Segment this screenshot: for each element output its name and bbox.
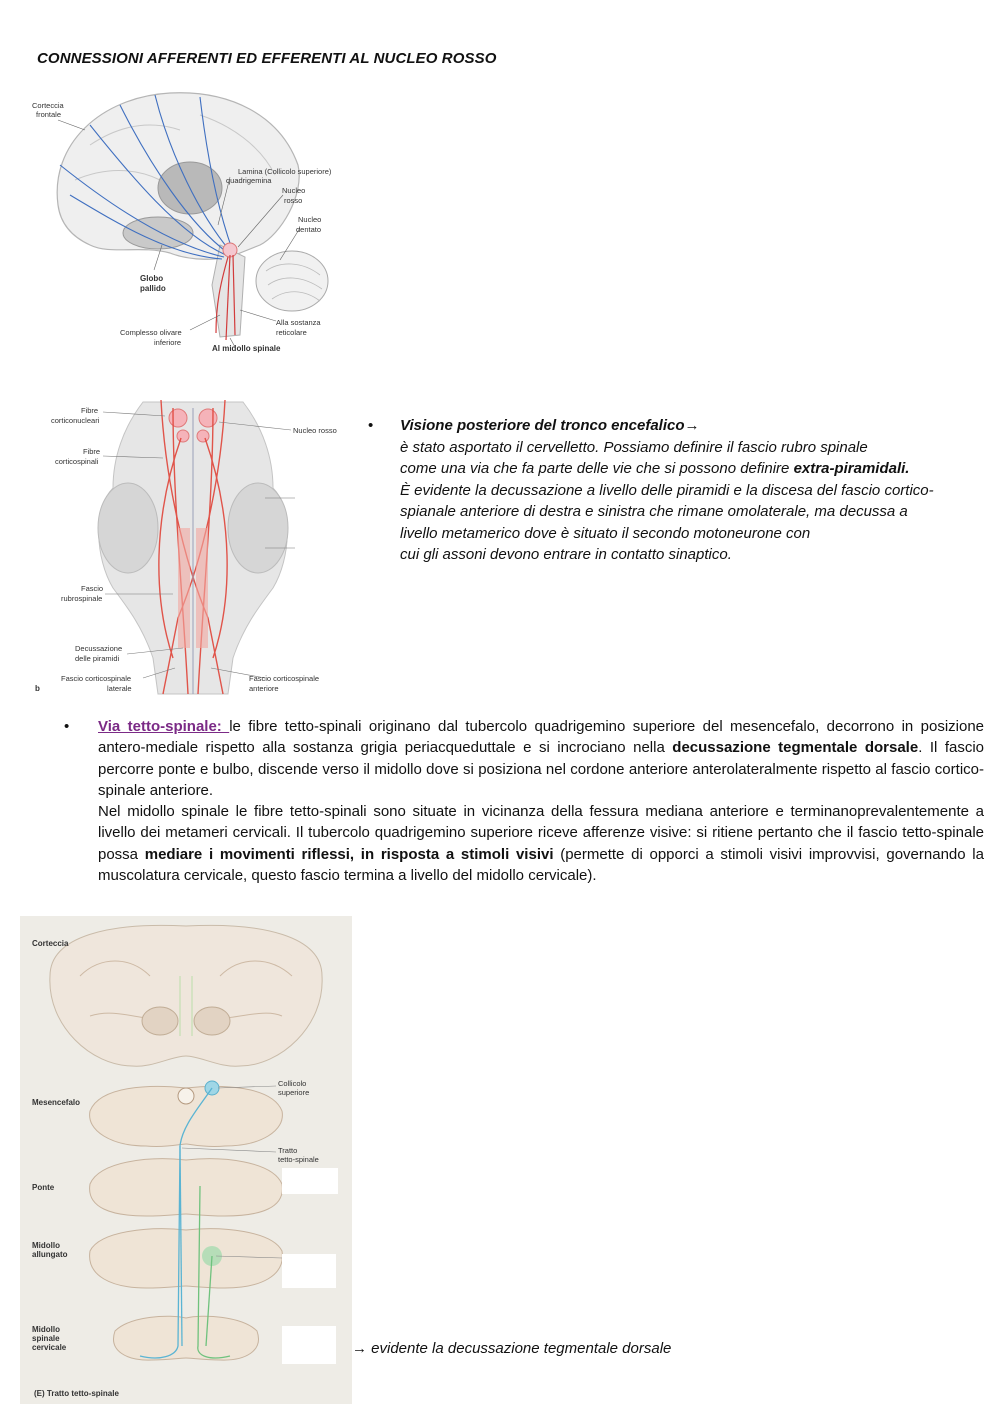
svg-text:reticolare: reticolare [276, 328, 307, 337]
posterior-line: cui gli assoni devono entrare in contatto sinaptico. [400, 546, 732, 563]
bullet: • [64, 718, 70, 735]
svg-text:cervicale: cervicale [32, 1343, 67, 1352]
label-fibre-corticonucleari: Fibre [81, 406, 99, 415]
svg-text:rosso: rosso [284, 196, 303, 205]
label-nucleo-rosso: Nucleo [282, 186, 306, 195]
figure-red-nucleus-connections [30, 85, 360, 360]
tetto-paragraph-1: Via tetto-spinale: le fibre tetto-spinali originano dal tubercolo quadrigemino superiore del mesencefalo, decorrono in posizione antero-mediale rispetto alla sostanza grigia periacqueduttale e si incrociano nella decussazione tegmentale dorsale. Il fascio percorre ponte e bulbo, discende verso il midollo dove si posiziona nel cordone anteriore anterolateralmente rispetto al fascio cortico-spinale anteriore. [98, 718, 985, 799]
label-ponte: Ponte [32, 1183, 55, 1192]
svg-text:laterale: laterale [107, 684, 132, 693]
svg-text:frontale: frontale [36, 110, 62, 119]
label-collicolo: Collicolo [278, 1079, 307, 1088]
figure-caption: → evidente la decussazione tegmentale dorsale [352, 1340, 672, 1357]
label-nucleo-rosso-2: Nucleo rosso [293, 426, 337, 435]
posterior-line: come una via che fa parte delle vie che si possono definire extra-piramidali. [400, 460, 910, 477]
label-globo: Globo [140, 274, 164, 283]
label-fascio-laterale: Fascio corticospinale [61, 674, 132, 683]
svg-text:superiore: superiore [278, 1088, 310, 1097]
label-tratto: Tratto [278, 1146, 298, 1155]
label-midollo: Al midollo spinale [212, 344, 281, 353]
svg-text:inferiore: inferiore [154, 338, 182, 347]
label-midollo-spinale: Midollo [32, 1325, 60, 1334]
label-lamina: Lamina (Collicolo superiore) [238, 167, 332, 176]
svg-text:pallido: pallido [140, 284, 166, 293]
label-decussazione-piramidi: Decussazione [75, 644, 123, 653]
label-midollo-allungato: Midollo [32, 1241, 60, 1250]
posterior-line: è stato asportato il cervelletto. Possiamo definire il fascio rubro spinale [400, 438, 868, 456]
posterior-line: livello metamerico dove è situato il secondo motoneurone con [400, 524, 811, 542]
bullet: • [368, 417, 374, 434]
svg-text:rubrospinale: rubrospinale [61, 594, 103, 603]
label-nucleo-dentato: Nucleo [298, 215, 322, 224]
posterior-view-description [368, 415, 978, 566]
posterior-heading: Visione posteriore del tronco encefalico→ [400, 417, 700, 434]
svg-text:quadrigemina: quadrigemina [226, 176, 272, 185]
svg-text:dentato: dentato [296, 225, 322, 234]
posterior-line: È evidente la decussazione a livello delle piramidi e la discesa del fascio cortico- [400, 481, 934, 499]
label-corteccia-3: Corteccia [32, 939, 69, 948]
svg-text:spinale: spinale [32, 1334, 60, 1343]
label-panel-e: (E) Tratto tetto-spinale [34, 1389, 119, 1398]
via-tetto-spinale-link[interactable]: Via tetto-spinale: [98, 718, 230, 735]
svg-text:anteriore: anteriore [249, 684, 279, 693]
figure-brainstem-posterior [33, 398, 353, 696]
label-fascio-rubrospinale: Fascio [81, 584, 104, 593]
label-fibre-corticospinali: Fibre [83, 447, 101, 456]
tetto-spinale-section [64, 716, 984, 886]
svg-text:delle piramidi: delle piramidi [75, 654, 120, 663]
label-mesencefalo: Mesencefalo [32, 1098, 81, 1107]
tetto-paragraph-2: Nel midollo spinale le fibre tetto-spinali sono situate in vicinanza della fessura mediana anteriore e terminanoprevalentemente a livello dei metameri cervicali. Il tubercolo quadrigemino superiore riceve afferenze visive: si ritiene pertanto che il fascio tetto-spinale possa mediare i movimenti riflessi, in risposta a stimoli visivi (permette di opporci a stimoli visivi improvvisi, governando la muscolatura cervicale, questo fascio termina a livello del midollo cervicale). [98, 803, 984, 885]
figure-tectospinal-tract [20, 916, 352, 1404]
svg-text:corticospinali: corticospinali [55, 457, 99, 466]
svg-text:corticonucleari: corticonucleari [51, 416, 100, 425]
svg-text:tetto-spinale: tetto-spinale [278, 1155, 319, 1164]
label-fascio-anteriore: Fascio corticospinale [249, 674, 320, 683]
label-sostanza: Alla sostanza [276, 318, 321, 327]
label-corteccia: Corteccia [32, 101, 64, 110]
posterior-line: spianale anteriore di destra e sinistra che rimane omolaterale, ma decussa a [400, 503, 908, 520]
svg-text:allungato: allungato [32, 1250, 68, 1259]
label-complesso: Complesso olivare [120, 328, 182, 337]
label-panel-b: b [35, 684, 40, 693]
page-title: CONNESSIONI AFFERENTI ED EFFERENTI AL NUCLEO ROSSO [37, 50, 497, 67]
